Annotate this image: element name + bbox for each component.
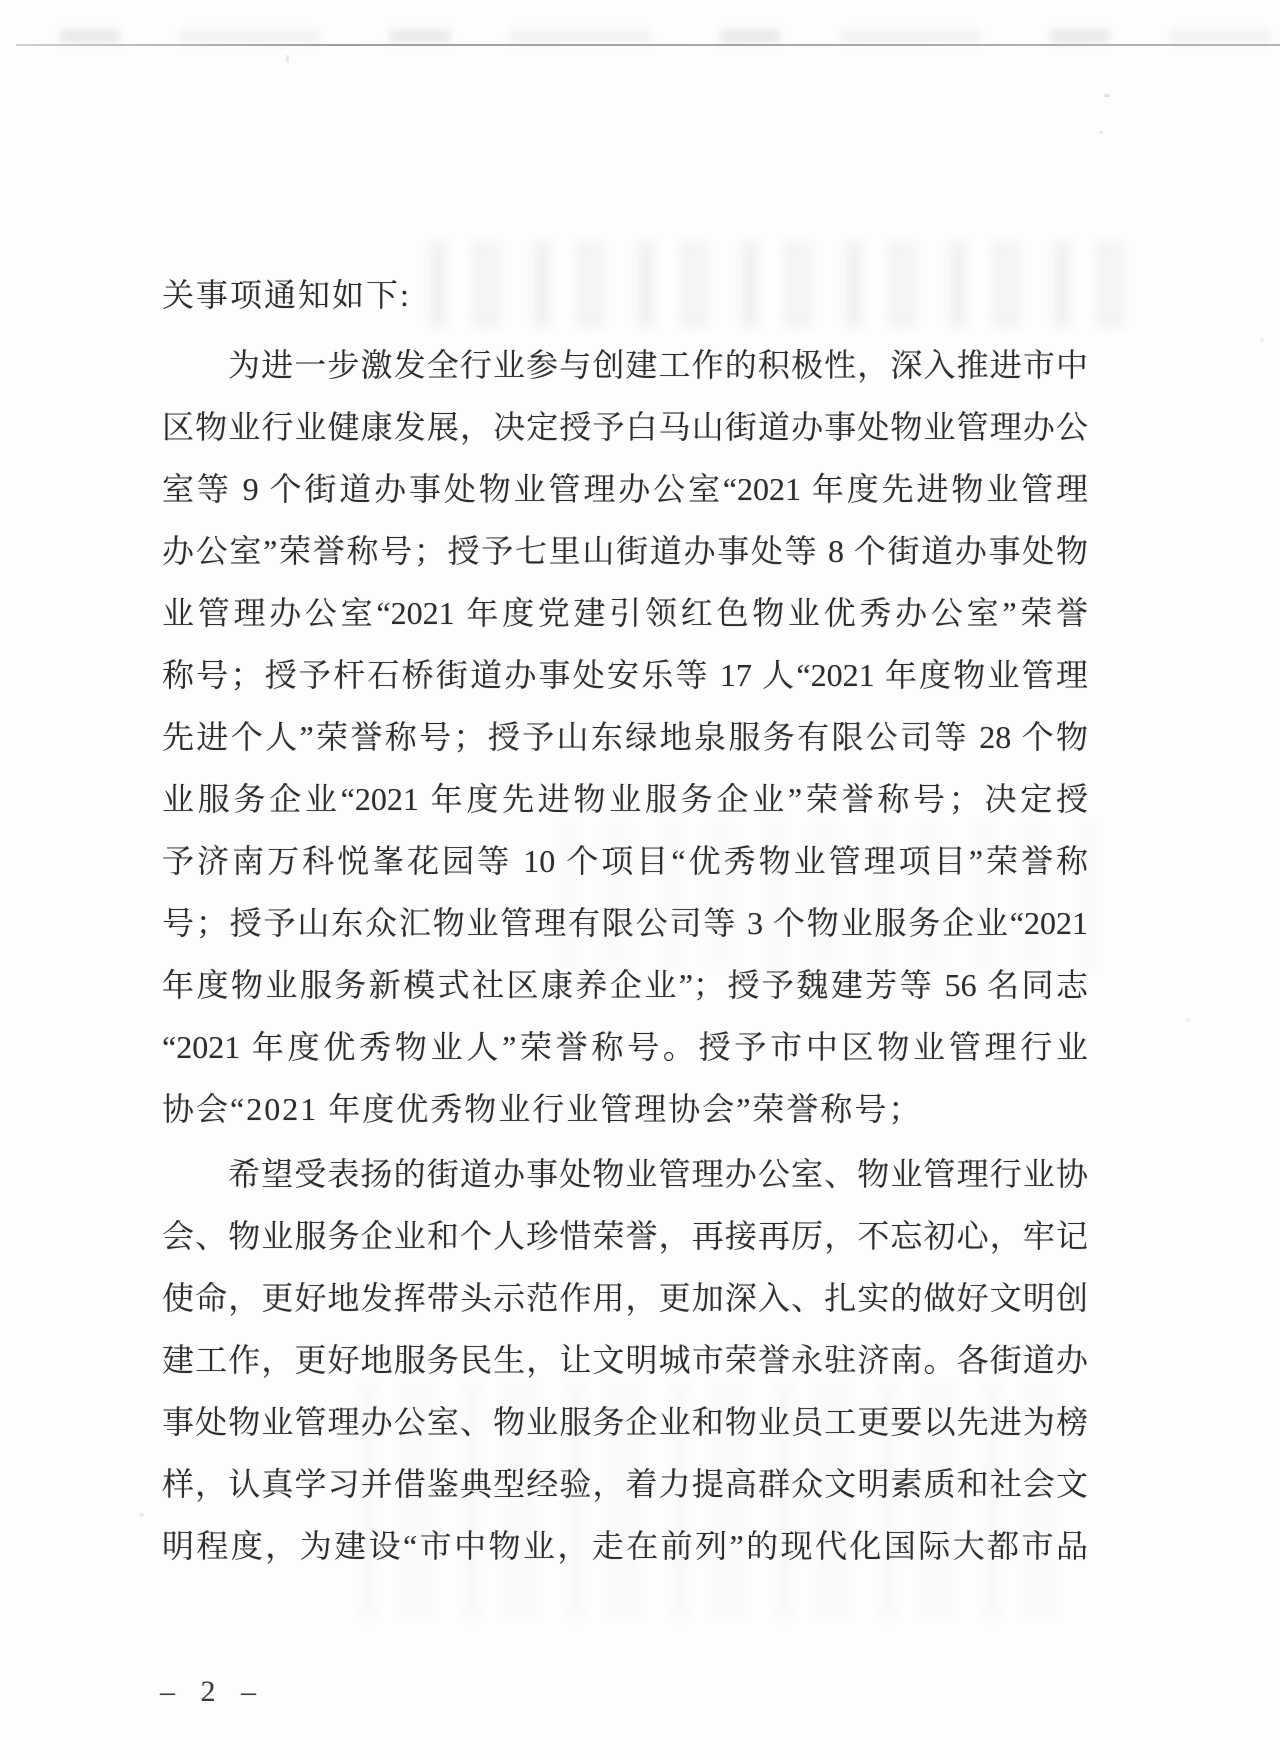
document-body-text: [162, 264, 1088, 1577]
text-line: 样，认真学习并借鉴典型经验，着力提高群众文明素质和社会文: [162, 1466, 1088, 1502]
text-line: 为进一步激发全行业参与创建工作的积极性，深入推进市中: [228, 347, 1088, 383]
text-line: 建工作，更好地服务民生，让文明城市荣誉永驻济南。各街道办: [162, 1342, 1088, 1378]
text-line: 协会“2021 年度优秀物业行业管理协会”荣誉称号；: [162, 1091, 923, 1127]
text-line: 先进个人”荣誉称号；授予山东绿地泉服务有限公司等 28 个物: [162, 719, 1088, 755]
text-line: “2021 年度优秀物业人”荣誉称号。授予市中区物业管理行业: [162, 1029, 1088, 1065]
scan-speck: [1104, 94, 1110, 97]
text-line: 年度物业服务新模式社区康养企业”；授予魏建芳等 56 名同志: [162, 967, 1088, 1003]
text-line: 予济南万科悦峯花园等 10 个项目“优秀物业管理项目”荣誉称: [162, 843, 1088, 879]
scan-speck: [1186, 1018, 1190, 1022]
scan-speck: [139, 1513, 144, 1517]
text-line: 办公室”荣誉称号；授予七里山街道办事处等 8 个街道办事处物: [162, 533, 1088, 569]
text-line: 事处物业管理办公室、物业服务企业和物业员工更要以先进为榜: [162, 1404, 1088, 1440]
page-number: – 2 –: [160, 1675, 261, 1708]
scan-speck: [286, 55, 289, 63]
text-line: 区物业行业健康发展，决定授予白马山街道办事处物业管理办公: [162, 409, 1088, 445]
paragraph-exhortation: [162, 1143, 1088, 1577]
text-line: 号；授予山东众汇物业管理有限公司等 3 个物业服务企业“2021: [162, 905, 1088, 941]
text-line: 使命，更好地发挥带头示范作用，更加深入、扎实的做好文明创: [162, 1280, 1088, 1316]
text-line: 室等 9 个街道办事处物业管理办公室“2021 年度先进物业管理: [162, 471, 1088, 507]
text-line: 明程度，为建设“市中物业，走在前列”的现代化国际大都市品: [162, 1528, 1088, 1564]
scan-smudge-artifact: [60, 30, 1270, 43]
top-horizontal-rule: [16, 44, 1280, 46]
text-line: 业服务企业“2021 年度先进物业服务企业”荣誉称号；决定授: [162, 781, 1088, 817]
text-line: 希望受表扬的街道办事处物业管理办公室、物业管理行业协: [228, 1156, 1088, 1192]
scan-speck: [1099, 131, 1103, 134]
text-line: 称号；授予杆石桥街道办事处安乐等 17 人“2021 年度物业管理: [162, 657, 1088, 693]
scan-speck: [1260, 338, 1264, 342]
text-line: 会、物业服务企业和个人珍惜荣誉，再接再厉，不忘初心，牢记: [162, 1218, 1088, 1254]
paragraph-awards: [162, 334, 1088, 1140]
text-line: 业管理办公室“2021 年度党建引领红色物业优秀办公室”荣誉: [162, 595, 1088, 631]
continuation-text-line: 关事项通知如下:: [162, 277, 411, 313]
